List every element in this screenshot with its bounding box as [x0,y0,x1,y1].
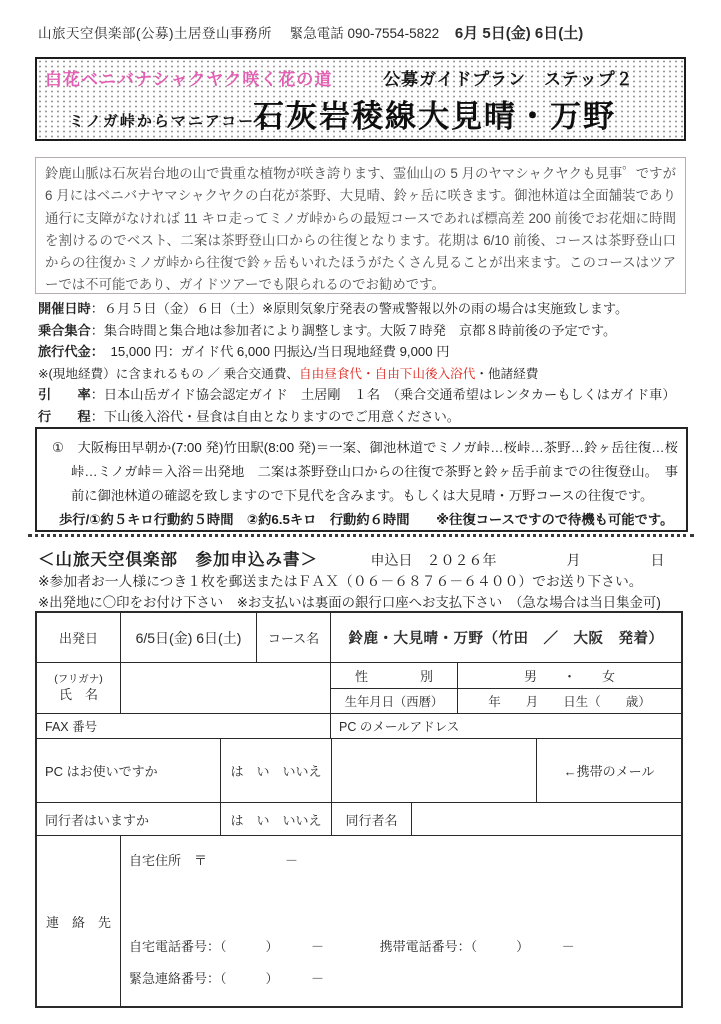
companion-name-input-area[interactable] [412,803,681,836]
name-label: 氏 名 [58,687,98,703]
gender-options: 男 ・ 女 [458,663,681,689]
contact-label: 連 絡 先 [37,836,121,1006]
event-date: 6月 5日(金) 6日(土) [454,25,584,42]
home-address-line: 自宅住所 〒 － [129,853,299,868]
fax-number-label: FAX 番号 [37,714,331,739]
home-phone-line: 自宅電話番号：（ ） － [129,939,325,954]
gender-label: 性 別 [331,663,458,689]
detail-meeting: 乗合集合：集合時間と集合地は参加者により調整します。大阪７時発 京都８時前後の予定です。 [38,322,617,338]
plan-step-label: 公募ガイドプラン ステップ２ [383,70,634,89]
companion-question: 同行者はいますか [37,803,221,836]
course-title: 石灰岩稜線大見晴・万野 [253,99,616,134]
form-note-fax: ※参加者お一人様につき１枚を郵送またはＦＡＸ（０６－６８７６－６４００）でお送り下さい。 [38,574,643,589]
itinerary-box [35,427,688,532]
dotted-separator [28,534,694,537]
form-note-payment: ※出発地に〇印をお付け下さい ※お支払いは裏面の銀行口座へお支払下さい （急な場合は当日集金可) [38,595,661,610]
detail-price: 旅行代金： 15,000 円：ガイド代 6,000 円振込/当日現地経費 9,000 円 [38,344,450,359]
furigana-label: (フリガナ) [54,673,103,686]
emergency-phone: 緊急電話 090-7554-5822 [289,26,440,41]
document-header [38,22,688,43]
course-subtitle: ミノガ峠からマニアコース [69,113,272,130]
title-banner [35,57,686,141]
emergency-phone-line: 緊急連絡番号：（ ） － [129,971,325,986]
course-description: 鈴鹿山脈は石灰岩台地の山で貴重な植物が咲き誇ります、霊仙山の 5 月のヤマシャクヤクも見事゜ですが 6 月にはベニバナヤマシャクヤクの白花が茶野、大見晴、鈴ヶ岳に咲きます。御池林道は全面舗装であり通行に支障がなければ 11 キロ走ってミノガ峠からの最短コースであれば標高差 200 前後でお花畑に時間を割けるのでベスト、二案は茶野登山口からの往復となります。花期は 6/10 前後、コースは茶野登山口からの往復かミノガ峠から往復で鈴ヶ岳もいれたほうがたくさん見ることが出来ます。このコースはツアーでは不可能であり、ガイドツアーでも限られるのでお勧めです。 [35,157,686,294]
departure-date-label: 出発日 [37,613,121,663]
companion-yes-no: は い いいえ [221,803,332,836]
club-office-name: 山旅天空倶楽部(公募)土居登山事務所 [38,26,272,41]
birthdate-fields: 年 月 日生（ 歳） [458,689,681,714]
course-name-label: コース名 [257,613,331,663]
phone-lines [129,936,575,955]
course-name-value: 鈴鹿・大見晴・万野（竹田 ／ 大阪 発着） [331,613,681,663]
apply-date-line: 申込日 ２０２６年 月 日 [370,552,665,568]
detail-expense-note: ※(現地経費）に含まれるもの ／ 乗合交通費、自由昼食代・自由下山後入浴代・他諸経費 [38,366,539,381]
walking-info: 歩行/①約５キロ行動約５時間 ②約6.5キロ 行動約６時間 ※往復コースですので待機も可能です。 [59,512,674,527]
itinerary-text: ① 大阪梅田早朝か(7:00 発)竹田駅(8:00 発)＝一案、御池林道でミノガ峠…桜峠…茶野…鈴ヶ岳往復…桜峠…ミノガ峠＝入浴＝出発地 二案は茶野登山口からの往復で茶野と鈴ヶ岳手前までの往復登山。 事前に御池林道の確認を致しますので下見代を含みます。もしくは大見晴・万野コースの往復です。 [52,440,678,503]
pc-email-label: PC のメールアドレス [331,714,681,739]
application-form-header [38,546,686,570]
email-input-area[interactable] [332,739,537,803]
companion-name-label: 同行者名 [332,803,412,836]
detail-guide: 引 率：日本山岳ガイド協会認定ガイド 土居剛 １名 （乗合交通希望はレンタカーもしくはガイド車） [38,387,676,402]
red-expense-text: 自由昼食代・自由下山後入浴代 [299,366,476,381]
pc-use-yes-no: は い いいえ [221,739,332,803]
name-input-area[interactable] [121,663,331,714]
departure-date-value: 6/5日(金) 6日(土) [121,613,257,663]
detail-program: 行 程：下山後入浴代・昼食は自由となりますのでご用意ください。 [38,408,460,424]
flower-catchphrase: 白花ベニバナシャクヤク咲く花の道 [45,70,333,89]
birthdate-label: 生年月日（西暦） [331,689,458,714]
pc-use-question: PC はお使いですか [37,739,221,803]
application-table [35,611,683,1008]
application-form-title: ＜山旅天空倶楽部 参加申込み書＞ [38,551,318,569]
contact-input-area[interactable] [121,836,681,1006]
name-label-cell [37,663,121,714]
mobile-email-hint: ←携帯のメール [537,739,681,803]
tour-details [38,298,686,427]
mobile-phone-line: 携帯電話番号：（ ） － [379,939,575,954]
detail-schedule: 開催日時：６月５日（金）６日（土）※原則気象庁発表の警戒警報以外の雨の場合は実施致します。 [38,301,629,316]
